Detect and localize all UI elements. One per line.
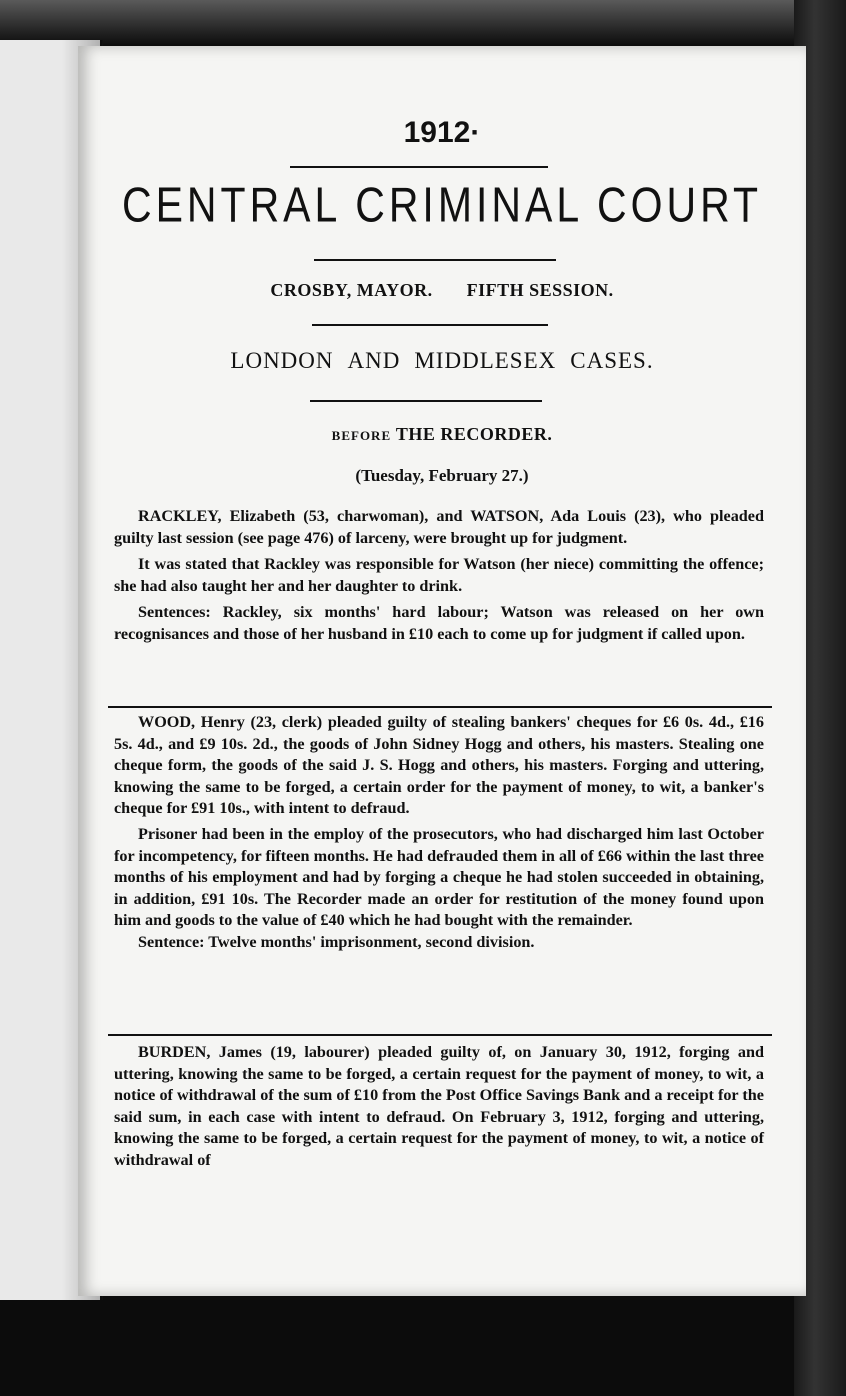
case-paragraph: BURDEN, James (19, labourer) pleaded guilty of, on January 30, 1912, forging and uttering, knowing the same to be forged, a certain request for the payment of money, to wit, a notice of withdrawal of the sum of £10 from the Post Office Savings Bank and a receipt for the said sum, in each case with intent to defraud. On February 3, 1912, forging and uttering, knowing the same to be forged, a certain request for the payment of money, to wit, a notice of withdrawal of — [114, 1043, 764, 1169]
case-paragraph: It was stated that Rackley was responsible for Watson (her niece) committing the offence; she had also taught her and her daughter to drink. — [114, 555, 764, 595]
case-paragraph: Sentence: Twelve months' imprisonment, second division. — [138, 932, 535, 951]
rule-1 — [290, 166, 548, 168]
cases-heading — [78, 348, 806, 374]
case-paragraph: Sentences: Rackley, six months' hard labour; Watson was released on her own recognisances and those of her husband in £10 each to come up for judgment if called upon. — [114, 603, 764, 643]
case-rackley — [114, 506, 764, 646]
case-paragraph: Prisoner had been in the employ of the prosecutors, who had discharged him last October for incompetency, for fifteen months. He had defrauded them in all of £66 within the last three months of his employment and had by forging a cheque he had stolen succeeded in obtaining, in addition, £91 10s. The Recorder made an order for restitution of the money found upon him and goods to the value of £40 which he had bought with the remainder. — [114, 824, 764, 930]
case-burden — [114, 1042, 764, 1172]
mayor-name: CROSBY, MAYOR. — [270, 280, 433, 300]
rule-4 — [310, 400, 542, 402]
book-page — [78, 46, 806, 1296]
before-heading — [78, 424, 806, 445]
top-shadow — [0, 0, 846, 46]
cases-word: LONDON — [230, 348, 334, 373]
before-prefix: BEFORE — [331, 428, 392, 443]
session-line — [78, 280, 806, 301]
session-name: FIFTH SESSION. — [466, 280, 614, 300]
rule-3 — [312, 324, 548, 326]
case-wood — [114, 712, 764, 954]
case-separator — [108, 1034, 772, 1036]
cases-word: MIDDLESEX — [414, 348, 557, 373]
cases-word: CASES. — [570, 348, 654, 373]
cases-word: AND — [347, 348, 401, 373]
case-separator — [108, 706, 772, 708]
session-date: (Tuesday, February 27.) — [355, 466, 529, 485]
court-title: CENTRAL CRIMINAL COURT — [121, 177, 763, 233]
rule-2 — [314, 259, 556, 261]
before-name: THE RECORDER. — [395, 424, 553, 444]
case-paragraph: RACKLEY, Elizabeth (53, charwoman), and WATSON, Ada Louis (23), who pleaded guilty last session (see page 476) of larceny, were brought up for judgment. — [114, 507, 764, 547]
page-year: 1912· — [403, 116, 481, 149]
case-paragraph: WOOD, Henry (23, clerk) pleaded guilty of stealing bankers' cheques for £6 0s. 4d., £16 5s. 4d., and £9 10s. 2d., the goods of John Sidney Hogg and others, his masters. Stealing one cheque form, the goods of the said J. S. Hogg and others, his masters. Forging and uttering, knowing the same to be forged, a certain order for the payment of money, to wit, a banker's cheque for £91 10s., with intent to defraud. — [114, 713, 764, 818]
